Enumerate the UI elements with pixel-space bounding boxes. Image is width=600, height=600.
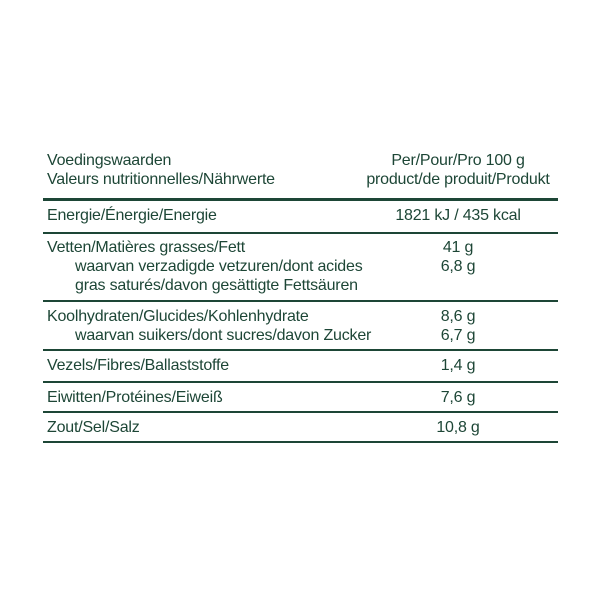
row-carbohydrates-label: Koolhydraten/Glucides/Kohlenhydrate xyxy=(47,308,309,325)
nutrition-table xyxy=(43,149,558,443)
row-saturated-fat-value: 6,8 g xyxy=(440,258,476,275)
row-protein-value: 7,6 g xyxy=(440,389,476,406)
header-unit-line-2: product/de produit/Produkt xyxy=(366,171,550,188)
row-energy xyxy=(43,201,558,234)
row-energy-label: Energie/Énergie/Energie xyxy=(47,207,217,224)
row-energy-value: 1821 kJ / 435 kcal xyxy=(395,207,521,224)
header-unit-cell xyxy=(358,151,558,189)
row-fat-label: Vetten/Matières grasses/Fett xyxy=(47,239,246,256)
row-salt-value: 10,8 g xyxy=(436,419,480,436)
row-salt xyxy=(43,413,558,443)
header-title-line-2: Valeurs nutritionnelles/Nährwerte xyxy=(47,171,275,188)
row-saturated-fat-label-line-1: waarvan verzadigde vetzuren/dont acides xyxy=(75,258,363,275)
header-unit-line-1: Per/Pour/Pro 100 g xyxy=(391,152,525,169)
header-title-line-1: Voedingswaarden xyxy=(47,152,172,169)
table-header xyxy=(43,149,558,201)
row-fibre-label: Vezels/Fibres/Ballaststoffe xyxy=(47,357,229,374)
row-fat-value: 41 g xyxy=(442,239,474,256)
row-fibre-value: 1,4 g xyxy=(440,357,476,374)
row-sugars-label: waarvan suikers/dont sucres/davon Zucker xyxy=(75,327,372,344)
row-salt-label: Zout/Sel/Salz xyxy=(47,419,140,436)
row-protein-label: Eiwitten/Protéines/Eiweiß xyxy=(47,389,223,406)
row-saturated-fat-label-line-2: gras saturés/davon gesättigte Fettsäuren xyxy=(75,277,358,294)
row-fibre xyxy=(43,351,558,383)
row-carbohydrates-value: 8,6 g xyxy=(440,308,476,325)
row-fat xyxy=(43,234,558,302)
row-carbohydrates xyxy=(43,302,558,351)
row-sugars-value: 6,7 g xyxy=(440,327,476,344)
header-title-cell xyxy=(43,151,358,189)
row-protein xyxy=(43,383,558,413)
